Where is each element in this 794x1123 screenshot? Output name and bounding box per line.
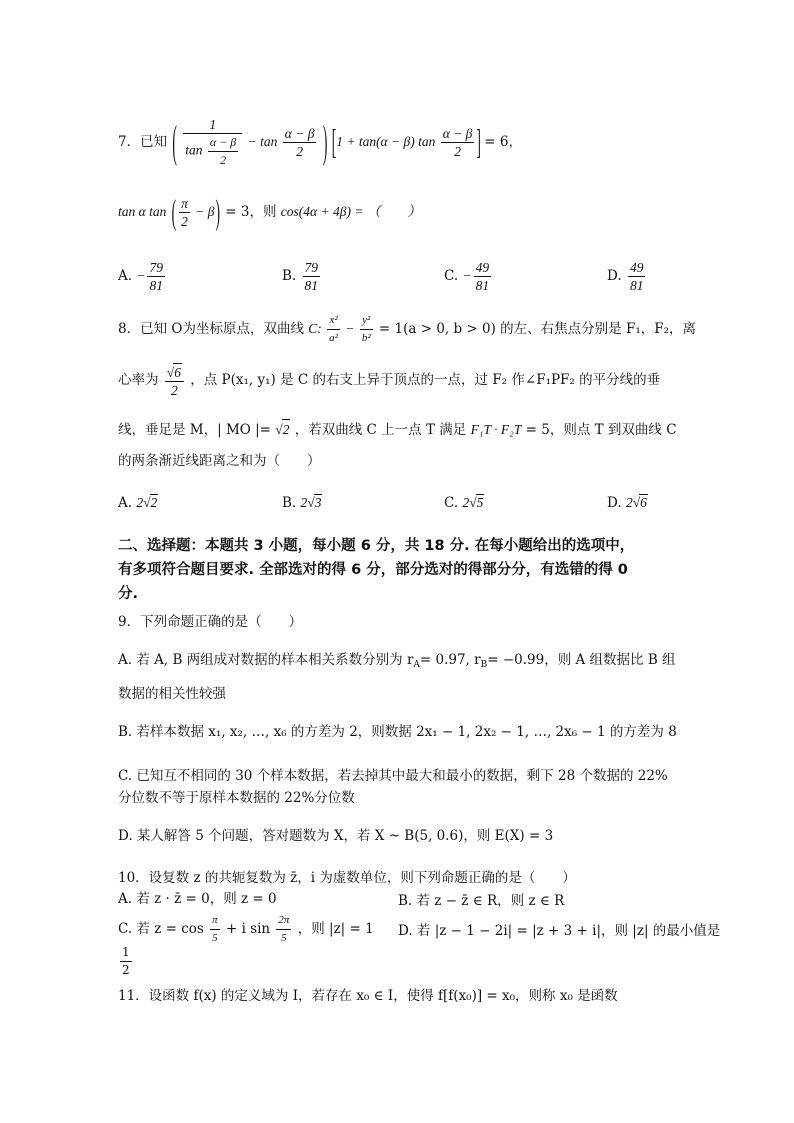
option-value: 2√5	[462, 495, 484, 510]
q7-label: 7．已知	[118, 134, 168, 150]
q11-stem: 11．设函数 f(x) 的定义域为 I，若存在 x₀ ∈ I，使得 f[f(x₀)] = x₀，则称 x₀ 是函数	[118, 988, 618, 1004]
q9-option-c2: 分位数不等于原样本数据的 22%分位数	[118, 790, 355, 806]
q8-option-d	[607, 494, 648, 511]
q8-hyperbola: C: $\frac{\text{x²}}{\text{a²}}$ − $\frac{\text{y²}}{\text{b²}}$	[308, 314, 371, 345]
q8-line3-a: 线，垂足是 M，| MO |=	[118, 422, 271, 438]
q10-stem: 10．设复数 z 的共轭复数为 z̄，i 为虚数单位，则下列命题正确的是（ ）	[118, 870, 576, 886]
section2-line3: 分.	[118, 586, 139, 602]
q8-line3-b: ，若双曲线 C 上一点 T 满足	[294, 422, 467, 438]
q9-stem: 9．下列命题正确的是（ ）	[118, 614, 303, 630]
option-value: 2√3	[300, 495, 322, 510]
q8-line2	[118, 360, 660, 400]
q8-line3-c: = 5，则点 T 到双曲线 C	[525, 422, 677, 438]
option-fraction: $\frac{79}{81}$	[149, 260, 163, 293]
q7-line2	[118, 190, 421, 234]
option-letter: A.	[118, 268, 133, 284]
option-fraction: $\frac{79}{81}$	[304, 260, 319, 293]
q8-line4: 的两条渐近线距离之和为（ ）	[118, 453, 321, 469]
q7-expression: ( 1 tan $\frac{\alpha - \beta}{2}$ − tan $\frac{\alpha - \beta}{2}$ ) [1 + tan(α − β) tan $\frac{\alpha - \beta}{2}$ ]	[172, 115, 481, 168]
q8-option-a	[118, 494, 158, 511]
q7-tan-prefix: tan α tan	[118, 204, 167, 219]
option-value: 2√2	[136, 495, 158, 510]
q8-line2-a: 心率为	[118, 372, 159, 388]
option-letter: B.	[282, 268, 297, 284]
option-sign: −	[462, 268, 472, 283]
q10-option-d-value: $\frac{1}{2}$	[122, 945, 130, 977]
option-letter: D.	[607, 495, 622, 511]
option-value: 2√6	[625, 495, 647, 510]
q7-option-d	[607, 256, 647, 296]
option-fraction: $\frac{49}{81}$	[629, 260, 644, 293]
q7-option-b	[282, 256, 322, 296]
q7-line1	[118, 112, 522, 172]
option-letter: A.	[118, 495, 133, 511]
q7-option-c	[444, 256, 493, 296]
option-letter: C.	[444, 268, 459, 284]
q10-option-b: B. 若 z − z̄ ∈ R，则 z ∈ R	[398, 893, 565, 909]
q8-line1-a: 8．已知 O为坐标原点，双曲线	[118, 321, 304, 337]
q8-option-b	[282, 494, 322, 511]
section2-line2: 有多项符合题目要求. 全部选对的得 6 分，部分选对的得部分分，有选错的得 0	[118, 562, 628, 578]
q7-ask: cos(4α + 4β) = （ ）	[280, 204, 421, 219]
q7-tan-arg: ( $\frac{\pi}{2}$ − β)	[171, 192, 220, 232]
q7-eq3: = 3，则	[225, 204, 277, 220]
q8-line3	[118, 419, 677, 440]
q10-option-d: D. 若 |z − 1 − 2i| = |z + 3 + i|，则 |z| 的最小值是	[398, 923, 721, 939]
q7-equals: = 6，	[484, 134, 522, 150]
option-letter: D.	[607, 268, 622, 284]
option-fraction: $\frac{49}{81}$	[475, 260, 490, 293]
q8-sqrt2: √2	[275, 422, 290, 437]
q10-option-c: C. 若 z = cos $\frac{\pi}{5}$ + i sin $\frac{2\pi}{5}$ ，则 |z| = 1	[118, 914, 374, 944]
q9-option-b: B. 若样本数据 x₁, x₂, …, x₆ 的方差为 2，则数据 2x₁ − 1, 2x₂ − 1, …, 2x₆ − 1 的方差为 8	[118, 724, 677, 740]
q8-line1	[118, 312, 696, 346]
q10-option-a: A. 若 z · z̄ = 0，则 z = 0	[118, 891, 277, 907]
q9-option-a: A. 若 A, B 两组成对数据的样本相关系数分别为 $r_A= 0.97$, $r_B= -0.99$，则 A 组数据比 B 组	[118, 652, 676, 670]
q8-option-c	[444, 494, 484, 511]
q8-line2-b: ，点 P(x₁, y₁) 是 C 的右支上异于顶点的一点，过 F₂ 作∠F₁PF₂ 的平分线的垂	[190, 372, 661, 388]
q7-option-a	[118, 256, 167, 296]
q8-vector-product: F₁T · F₂T	[470, 422, 522, 437]
section2-line1: 二、选择题：本题共 3 小题，每小题 6 分，共 18 分. 在每小题给出的选项中，	[118, 538, 635, 554]
option-letter: B.	[282, 495, 297, 511]
option-sign: −	[136, 268, 146, 283]
q8-line1-b: = 1(a > 0, b > 0) 的左、右焦点分别是 F₁，F₂，离	[378, 321, 697, 337]
q9-option-a-cont: 数据的相关性较强	[118, 686, 226, 702]
q9-option-d: D. 某人解答 5 个问题，答对题数为 X，若 X ~ B(5, 0.6)，则 E(X) = 3	[118, 828, 554, 844]
option-letter: C.	[444, 495, 459, 511]
q9-option-c1: C. 已知互不相同的 30 个样本数据，若去掉其中最大和最小的数据，剩下 28 个数据的 22%	[118, 768, 668, 784]
q8-eccentricity: $\frac{√6}{2}$	[165, 363, 184, 399]
